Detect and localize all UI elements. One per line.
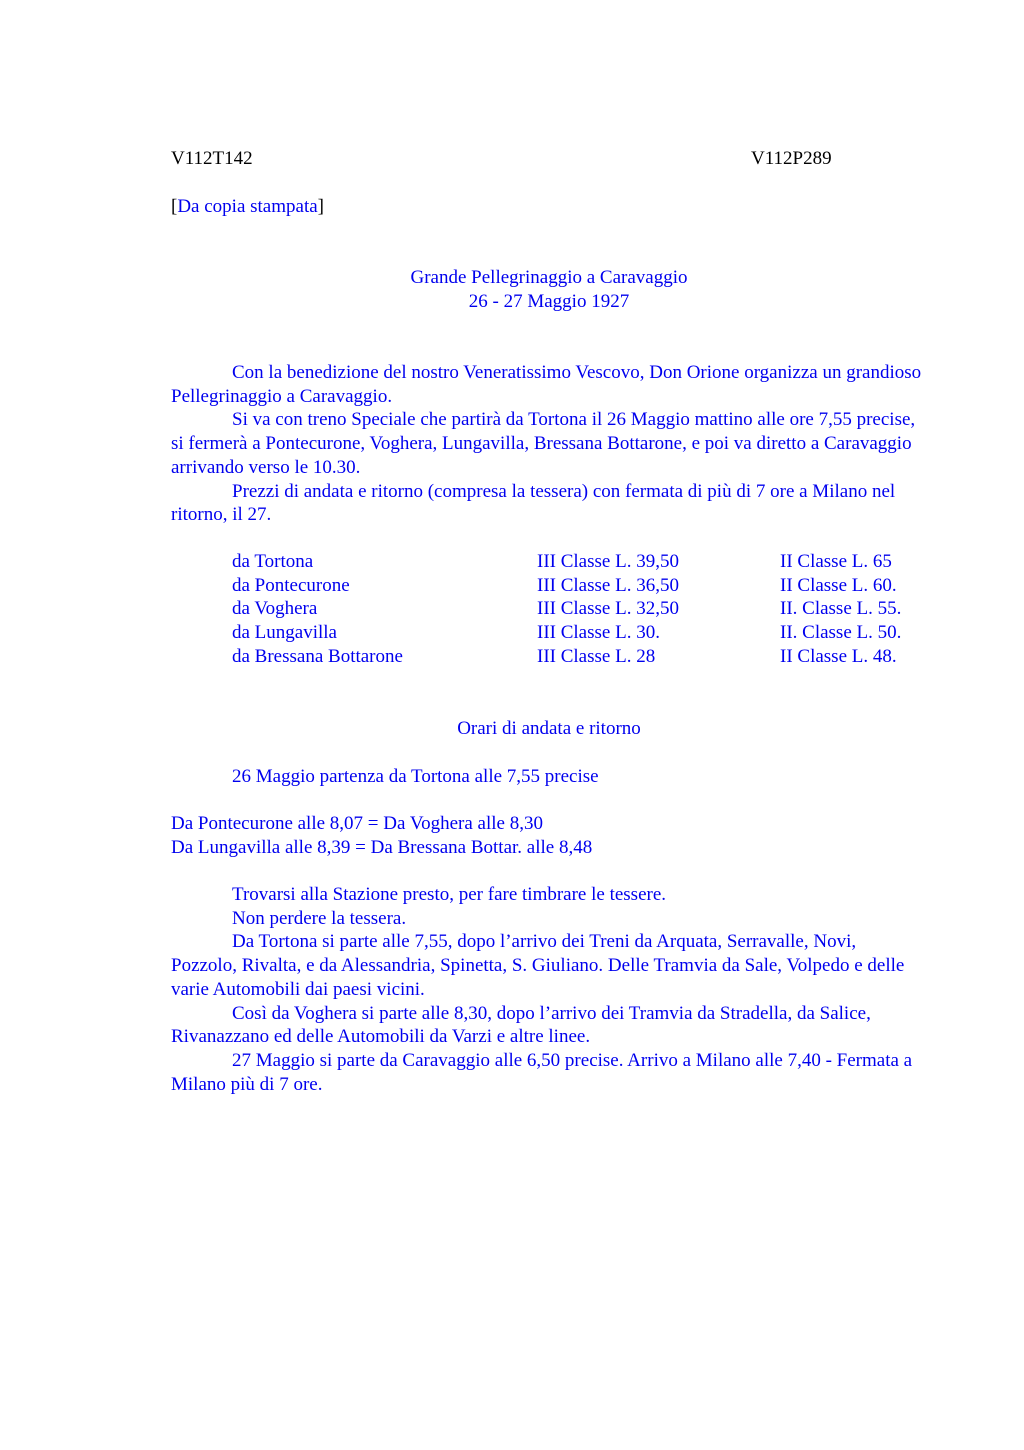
third-class-price: III Classe L. 28: [537, 645, 656, 667]
bracket-open: [: [171, 196, 178, 217]
stop-line: Da Pontecurone alle 8,07 = Da Voghera alle 8,30: [171, 813, 543, 834]
paragraph: Non perdere la tessera.: [232, 907, 407, 929]
second-class-price: II Classe L. 60.: [780, 574, 897, 596]
title-line-1: Grande Pellegrinaggio a Caravaggio: [410, 267, 688, 288]
third-class-price: III Classe L. 36,50: [537, 574, 679, 596]
price-row: [171, 597, 931, 621]
price-row: [171, 645, 931, 669]
price-row: [171, 550, 931, 574]
volume-code: V112T142: [171, 148, 253, 169]
source-note: [171, 195, 931, 219]
price-row: [171, 574, 931, 598]
price-row: [171, 621, 931, 645]
departure-station: da Bressana Bottarone: [232, 645, 403, 667]
departure-station: da Voghera: [232, 598, 318, 620]
second-class-price: II Classe L. 48.: [780, 645, 897, 667]
paragraph: 27 Maggio si parte da Caravaggio alle 6,50 precise. Arrivo a Milano alle 7,40 - Fermata a Milano più di 7 ore.: [171, 1049, 913, 1095]
departure-station: da Tortona: [232, 551, 314, 572]
third-class-price: III Classe L. 32,50: [537, 598, 679, 620]
third-class-price: III Classe L. 30.: [537, 622, 660, 644]
paragraph: 26 Maggio partenza da Tortona alle 7,55 precise: [232, 766, 599, 787]
intro-text: [171, 361, 926, 527]
paragraph: Trovarsi alla Stazione presto, per fare timbrare le tessere.: [232, 884, 667, 905]
departure-station: da Lungavilla: [232, 622, 337, 644]
third-class-price: III Classe L. 39,50: [537, 551, 679, 572]
paragraph: Con la benedizione del nostro Veneratissimo Vescovo, Don Orione organizza un grandioso Pellegrinaggio a Caravaggio.: [171, 362, 922, 407]
paragraph: Si va con treno Speciale che partirà da Tortona il 26 Maggio mattino alle ore 7,55 precise, si fermerà a Pontecurone, Voghera, Lungavilla, Bressana Bottarone, e poi va diretto a Caravaggio arrivando verso le 10.30.: [171, 409, 916, 478]
second-class-price: II. Classe L. 50.: [780, 622, 902, 644]
price-table: [171, 550, 931, 668]
document-title: [171, 266, 927, 313]
departure-text: [171, 765, 931, 789]
instructions-text: [171, 883, 926, 1096]
second-class-price: II Classe L. 65: [780, 551, 892, 572]
paragraph: Da Tortona si parte alle 7,55, dopo l’arrivo dei Treni da Arquata, Serravalle, Novi, Pozzolo, Rivalta, e da Alessandria, Spinetta, S. Giuliano. Delle Tramvia da Sale, Volpedo e delle varie Automobili dai paesi vicini.: [171, 931, 905, 1000]
second-class-price: II. Classe L. 55.: [780, 598, 902, 620]
departure-station: da Pontecurone: [232, 574, 350, 596]
paragraph: Così da Voghera si parte alle 8,30, dopo l’arrivo dei Tramvia da Stradella, da Salice, Rivanazzano ed delle Automobili da Varzi e altre linee.: [171, 1002, 871, 1048]
schedule-heading: Orari di andata e ritorno: [457, 718, 641, 739]
paragraph: Prezzi di andata e ritorno (compresa la tessera) con fermata di più di 7 ore a Milano nel ritorno, il 27.: [171, 480, 896, 526]
source-note-text: Da copia stampata: [177, 196, 318, 217]
stop-line: Da Lungavilla alle 8,39 = Da Bressana Bottar. alle 8,48: [171, 836, 593, 858]
document-header: [171, 147, 931, 171]
stops-schedule: [171, 812, 931, 859]
title-line-2: 26 - 27 Maggio 1927: [468, 290, 630, 312]
page-code: V112P289: [751, 148, 832, 169]
bracket-close: ]: [317, 196, 324, 217]
